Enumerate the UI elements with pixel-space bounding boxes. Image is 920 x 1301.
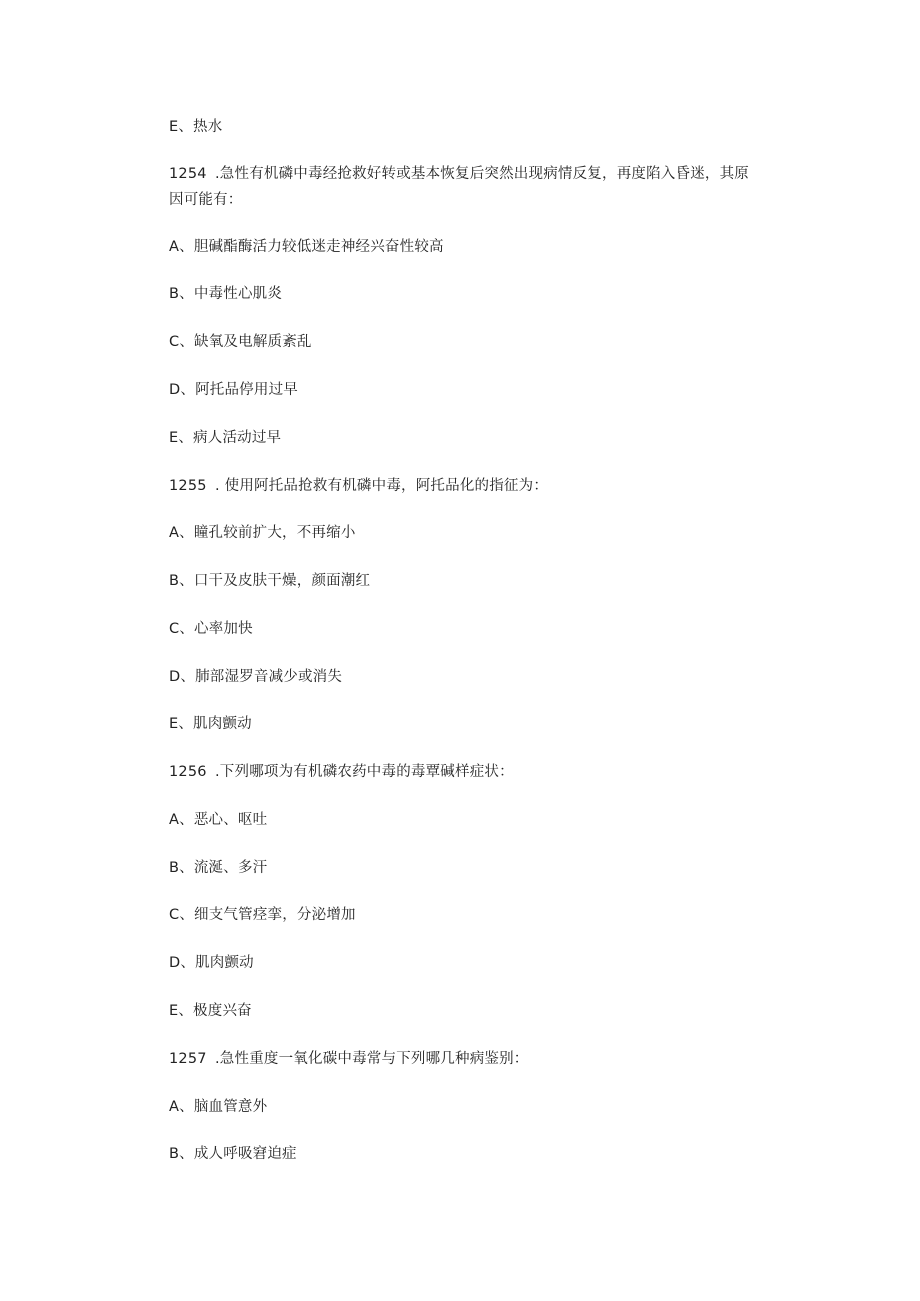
question-1257 bbox=[169, 1049, 529, 1069]
option-b-1255: B、口干及皮肤干燥，颜面潮红 bbox=[169, 573, 371, 589]
question-number-1255: 1255 bbox=[169, 478, 207, 494]
question-text-1254-line2: 因可能有： bbox=[169, 192, 243, 208]
question-text-1256: .下列哪项为有机磷农药中毒的毒覃碱样症状： bbox=[215, 764, 514, 780]
question-1256 bbox=[169, 762, 514, 782]
question-number-1257: 1257 bbox=[169, 1051, 207, 1067]
option-b-1254: B、中毒性心肌炎 bbox=[169, 286, 283, 302]
option-b-1256: B、流涎、多汗 bbox=[169, 860, 268, 876]
question-number-1256: 1256 bbox=[169, 764, 207, 780]
option-b-1257: B、成人呼吸窘迫症 bbox=[169, 1146, 297, 1162]
question-text-1254-line1: .急性有机磷中毒经抢救好转或基本恢复后突然出现病情反复，再度陷入昏迷，其原 bbox=[215, 166, 750, 182]
option-d-1255: D、肺部湿罗音减少或消失 bbox=[169, 669, 343, 685]
option-a-1254: A、胆碱酯酶活力较低迷走神经兴奋性较高 bbox=[169, 239, 444, 255]
option-a-1257: A、脑血管意外 bbox=[169, 1099, 268, 1115]
option-c-1255: C、心率加快 bbox=[169, 621, 253, 637]
option-e-1255: E、肌肉颤动 bbox=[169, 716, 252, 732]
option-d-1256: D、肌肉颤动 bbox=[169, 955, 254, 971]
question-text-1255: . 使用阿托品抢救有机磷中毒，阿托品化的指征为： bbox=[215, 478, 549, 494]
option-c-1254: C、缺氧及电解质紊乱 bbox=[169, 334, 312, 350]
option-e-1256: E、极度兴奋 bbox=[169, 1003, 252, 1019]
option-a-1256: A、恶心、呕吐 bbox=[169, 812, 268, 828]
question-number-1254: 1254 bbox=[169, 166, 207, 182]
question-1254 bbox=[169, 164, 749, 184]
question-1255 bbox=[169, 476, 548, 496]
question-text-1257: .急性重度一氧化碳中毒常与下列哪几种病鉴别： bbox=[215, 1051, 529, 1067]
option-e-1253: E、热水 bbox=[169, 119, 223, 135]
option-d-1254: D、阿托品停用过早 bbox=[169, 382, 298, 398]
option-e-1254: E、病人活动过早 bbox=[169, 430, 282, 446]
option-c-1256: C、细支气管痉挛，分泌增加 bbox=[169, 907, 356, 923]
option-a-1255: A、瞳孔较前扩大，不再缩小 bbox=[169, 525, 356, 541]
